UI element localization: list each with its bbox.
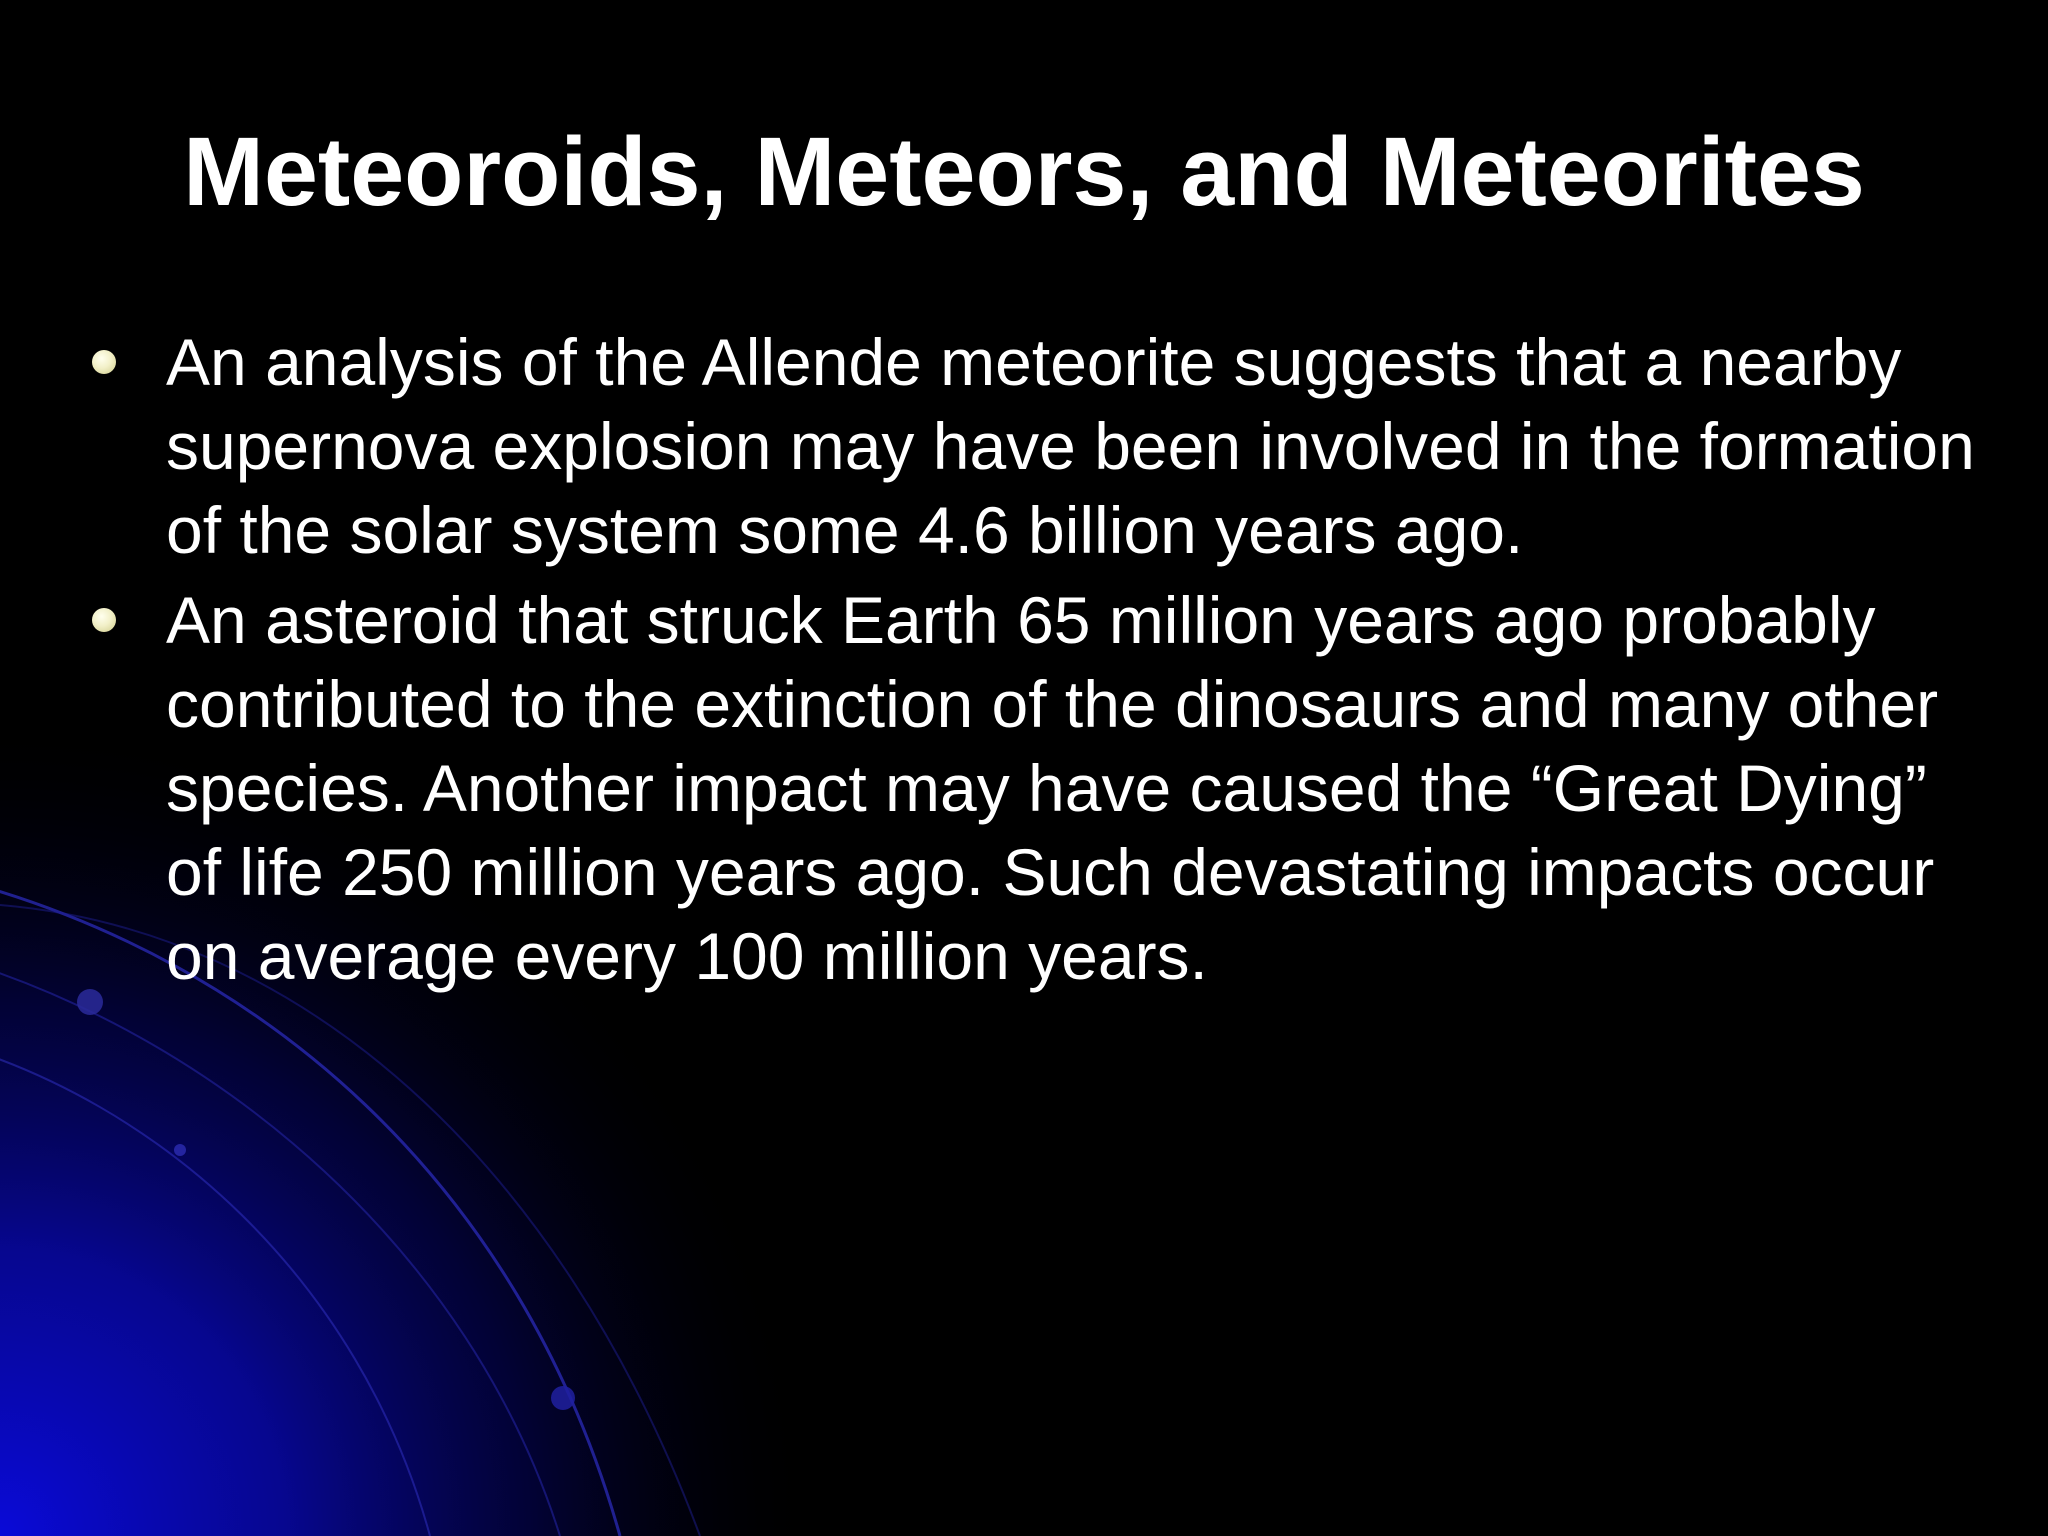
bullet-dot-icon bbox=[92, 608, 116, 632]
bullet-list bbox=[88, 320, 1988, 1004]
bullet-text: An asteroid that struck Earth 65 million years ago probably contributed to the extinction of the dinosaurs and many other species. Another impact may have caused the “Great Dying” of life 250 million years ago. Such devastating impacts occur on average every 100 million years. bbox=[166, 583, 1939, 993]
bullet-item bbox=[88, 320, 1988, 572]
bullet-text: An analysis of the Allende meteorite suggests that a nearby supernova explosion may have been involved in the formation of the solar system some 4.6 billion years ago. bbox=[166, 325, 1975, 567]
slide-title: Meteoroids, Meteors, and Meteorites bbox=[183, 117, 1865, 226]
bullet-dot-icon bbox=[92, 350, 116, 374]
bullet-item bbox=[88, 578, 1988, 998]
